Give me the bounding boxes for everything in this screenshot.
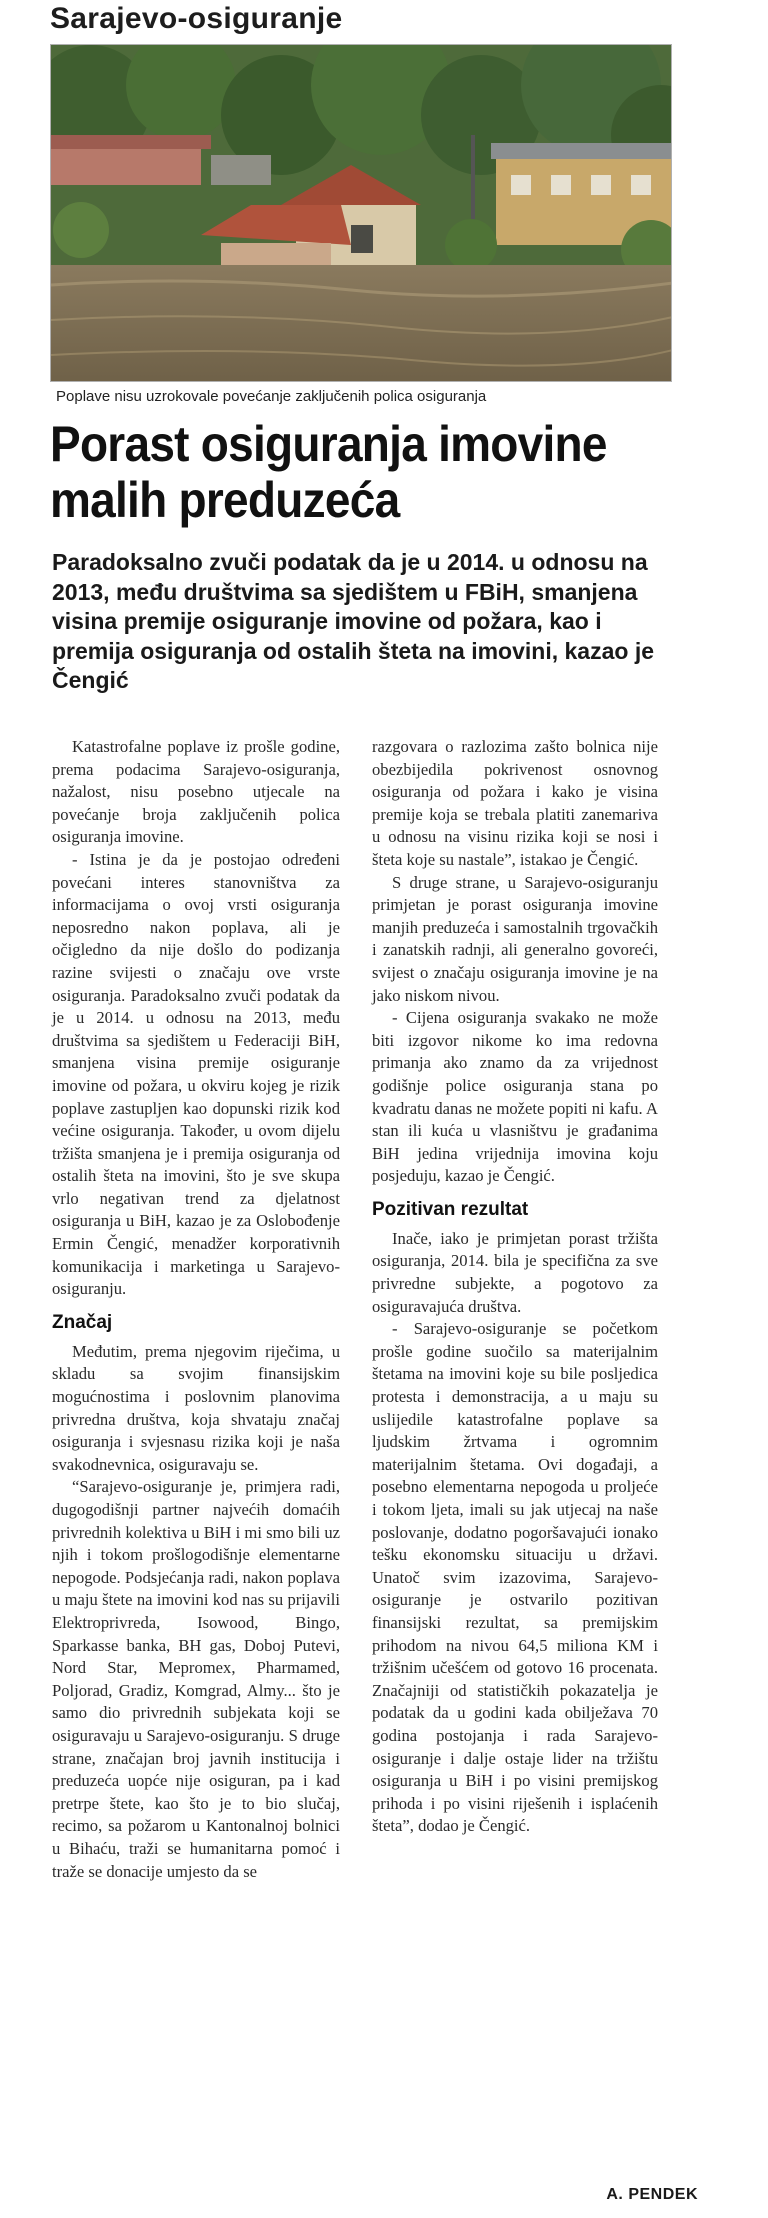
photo-caption: Poplave nisu uzrokovale povećanje zaključenih polica osiguranja <box>56 388 487 405</box>
article-paragraph: razgovara o razlozima zašto bolnica nije obezbijedila pokrivenost osnovnog osiguranja od požara i kako je visina premije koja se trebala platiti zanemariva u odnosu na visinu rizika koji se nosi i šteta koje su nastale”, istakao je Čengić. <box>372 737 658 869</box>
subheading: Značaj <box>52 1311 113 1333</box>
article-paragraph: “Sarajevo-osiguranje je, primjera radi, dugogodišnji partner najvećih domaćih privrednih kolektiva u BiH i mi smo bili uz njih i tokom prošlogodišnje elementarne nepogode. Podsjećanja radi, nakon poplava u maju štete na imovini kod nas su prijavili Elektroprivreda, Isowood, Bingo, Sparkasse banka, BH gas, Doboj Putevi, Nord Star, Mepromex, Pharmamed, Poljorad, Gradiz, Komgrad, Almy... što je samo dio privrednih subjekata koji se osiguravaju u Sarajevo-osiguranju. S druge strane, značajan broj javnih institucija i preduzeća uopće nije osiguran, pa i kad pretrpe štete, kao što je to bio slučaj, recimo, sa požarom u Kantonalnoj bolnici u Bihaću, traži se humanitarna pomoć i traže se donacije umjesto da se <box>52 1477 340 1881</box>
subheading: Pozitivan rezultat <box>372 1198 529 1220</box>
article-paragraph: - Istina je da je postojao određeni povećani interes stanovništva za informacijama o ovoj vrsti osiguranja neposredno nakon poplava, ali je očigledno da nije došlo do podizanja razine svijesti o značaju ove vrste osiguranja. Paradoksalno zvuči podatak da je u 2014. u odnosu na 2013, među društvima sa sjedištem u Federaciji BiH, smanjena visina premije osiguranje imovine od požara, u okviru kojeg je rizik poplave zastupljen kao dopunski rizik kod većine osiguranja. Također, u ovom dijelu tržišta smanjena je i premija osiguranja od ostalih šteta na imovini, što je sve skupa vrlo negativan trend za djelatnost osiguranja u BiH, kazao je za Oslobođenje Ermin Čengić, menadžer korporativnih komunikacija i marketinga u Sarajevo-osiguranju. <box>52 849 340 1299</box>
byline: A. PENDEK <box>606 2186 698 2203</box>
right-column <box>372 736 658 1838</box>
article-paragraph: Međutim, prema njegovim riječima, u skladu sa svojim finansijskim mogućnostima i poslovnim planovima privredna društva, koja shvataju značaj osiguranja i svjesnasu rizika koji je naša svakodnevnica, osiguravaju se. <box>52 1341 340 1474</box>
lead-paragraph: Paradoksalno zvuči podatak da je u 2014. u odnosu na 2013, među društvima sa sjedištem u FBiH, smanjena visina premije osiguranje imovine od požara, kao i premija osiguranja od ostalih šteta na imovini, kazao je Čengić <box>52 549 654 693</box>
article-paragraph: - Cijena osiguranja svakako ne može biti izgovor nikome ko ima redovna primanja ako znamo da za vrijednost godišnje police osiguranja stana po kvadratu danas ne možete popiti ni kafu. A stan ili kuća u vlasništvu je građanima BiH jedina vrijednija imovina koju posjeduju, kazao je Čengić. <box>372 1008 658 1186</box>
left-column <box>52 736 340 1883</box>
article-paragraph: - Sarajevo-osiguranje se početkom prošle godine suočilo sa materijalnim štetama na imovini koje su bile posljedica protesta i demonstracija, a u maju su uslijedile katastrofalne poplave sa ljudskim žrtvama i ogromnim materijalnim štetama. Ovi događaji, a posebno elementarna nepogoda u proljeće i tokom ljeta, imali su jak utjecaj na naše poslovanje, dodatno pogoršavajući ionako tešku ekonomsku situaciju u državi. Unatoč svim izazovima, Sarajevo-osiguranje je ostvarilo pozitivan finansijski rezultat, sa premijskim prihodom na nivou 64,5 miliona KM i tržišnim učešćem od gotovo 16 procenata. Značajniji od statističkih pokazatelja je podatak da u godini kada obilježava 70 godina postojanja i rada Sarajevo-osiguranje i dalje ostaje lider na tržištu osiguranja u BiH i po visini premijskog prihoda i po visini riješenih i isplaćenih šteta”, dodao je Čengić. <box>372 1319 658 1836</box>
article-paragraph: Katastrofalne poplave iz prošle godine, prema podacima Sarajevo-osiguranja, nažalost, nisu posebno utjecale na povećanje broja zaključenih polica osiguranja imovine. <box>52 737 340 847</box>
headline: Porast osiguranja imovine malih preduzeća <box>50 416 607 528</box>
section-title: Sarajevo-osiguranje <box>50 2 343 35</box>
flood-photo <box>50 44 672 382</box>
article-paragraph: S druge strane, u Sarajevo-osiguranju primjetan je porast osiguranja imovine manjih preduzeća i samostalnih trgovačkih i zanatskih radnji, ali generalno govoreći, svijest o značaju osiguranja imovine je na jako niskom nivou. <box>372 872 658 1005</box>
article-paragraph: Inače, iako je primjetan porast tržišta osiguranja, 2014. bila je specifična za sve privredne subjekte, a pogotovo za osiguravajuća društva. <box>372 1228 658 1316</box>
